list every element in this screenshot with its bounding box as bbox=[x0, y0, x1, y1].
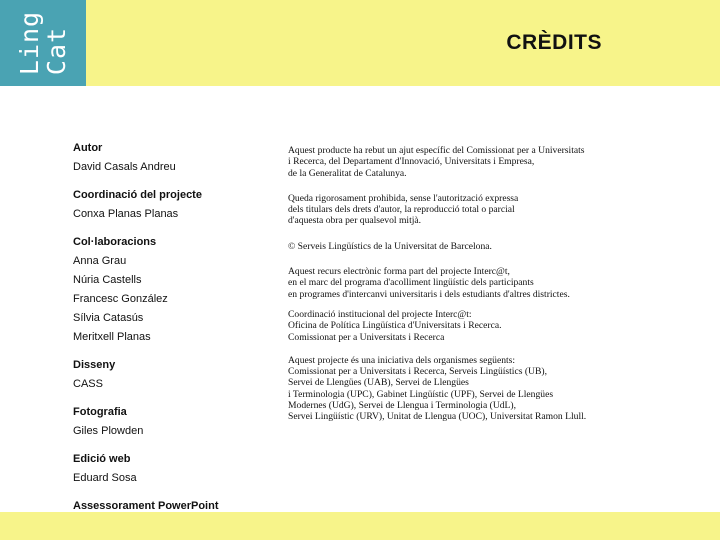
credit-role: Assessorament PowerPoint bbox=[73, 500, 219, 512]
credit-name: David Casals Andreu bbox=[73, 161, 176, 173]
credit-role: Edició web bbox=[73, 453, 131, 465]
credit-section bbox=[73, 450, 263, 488]
note-line: Aquest producte ha rebut un ajut específic del Comissionat per a Universitats bbox=[288, 145, 585, 156]
credit-section bbox=[73, 139, 263, 177]
credit-section bbox=[73, 403, 263, 441]
credit-section bbox=[73, 356, 263, 394]
credits-list bbox=[73, 139, 263, 544]
note-line: i Recerca, del Departament d'Innovació, Universitats i Empresa, bbox=[288, 156, 535, 168]
note-line: i Terminologia (UPC), Gabinet Lingüístic (UPF), Servei de Llengües bbox=[288, 388, 554, 400]
note-line: en programes d'intercanvi universitaris i dels estudiants d'altres districtes. bbox=[288, 288, 570, 300]
logo-line-1: Ling bbox=[15, 10, 44, 76]
note-line: dels titulars dels drets d'autor, la reproducció total o parcial bbox=[288, 204, 515, 216]
note-line: Coordinació institucional del projecte Interc@t: bbox=[288, 308, 472, 320]
credit-section bbox=[73, 186, 263, 224]
note-line: Aquest projecte és una iniciativa dels organismes següents: bbox=[288, 354, 516, 366]
note-line: © Serveis Lingüístics de la Universitat de Barcelona. bbox=[288, 240, 492, 252]
credit-name: Núria Castells bbox=[73, 274, 142, 286]
credit-role: Col·laboracions bbox=[73, 236, 157, 248]
footer-band bbox=[0, 512, 720, 540]
credit-role: Coordinació del projecte bbox=[73, 189, 202, 201]
logo-line-2: Cat bbox=[42, 26, 71, 76]
credit-name: Giles Plowden bbox=[73, 425, 144, 437]
credit-name: Francesc González bbox=[73, 293, 168, 305]
credit-role: Fotografia bbox=[73, 406, 127, 418]
header-band bbox=[0, 0, 720, 86]
note-paragraph bbox=[288, 193, 618, 227]
credit-role: Autor bbox=[73, 142, 103, 154]
notes-column bbox=[288, 145, 618, 423]
note-paragraph bbox=[288, 241, 618, 252]
note-line: Comissionat per a Universitats i Recerca bbox=[288, 331, 445, 343]
note-line: en el marc del programa d'acolliment lingüístic dels participants bbox=[288, 277, 534, 289]
note-paragraph bbox=[288, 266, 618, 300]
credit-section bbox=[73, 233, 263, 347]
credit-name: Eduard Sosa bbox=[73, 472, 137, 484]
note-line: de la Generalitat de Catalunya. bbox=[288, 167, 407, 179]
note-line: d'aquesta obra per qualsevol mitjà. bbox=[288, 215, 422, 227]
credit-name: Sílvia Catasús bbox=[73, 312, 144, 324]
note-paragraph bbox=[288, 309, 618, 343]
credit-name: Conxa Planas Planas bbox=[73, 208, 179, 220]
note-line: Modernes (UdG), Servei de Llengua i Terminologia (UdL), bbox=[288, 400, 517, 412]
credit-name: Anna Grau bbox=[73, 255, 127, 267]
credit-name: CASS bbox=[73, 378, 103, 390]
note-paragraph bbox=[288, 355, 618, 423]
note-line: Aquest recurs electrònic forma part del projecte Interc@t, bbox=[288, 266, 510, 278]
note-line: Queda rigorosament prohibida, sense l'autorització expressa bbox=[288, 192, 519, 204]
note-line: Comissionat per a Universitats i Recerca, Serveis Lingüístics (UB), bbox=[288, 366, 547, 378]
credit-role: Disseny bbox=[73, 359, 116, 371]
note-line: Servei Lingüístic (URV), Unitat de Llengua (UOC), Universitat Ramon Llull. bbox=[288, 411, 587, 423]
credit-name: Meritxell Planas bbox=[73, 331, 151, 343]
note-paragraph bbox=[288, 145, 618, 179]
note-line: Servei de Llengües (UAB), Servei de Llengües bbox=[288, 377, 469, 389]
logo-text bbox=[16, 11, 70, 75]
note-line: Oficina de Política Lingüística d'Universitats i Recerca. bbox=[288, 320, 502, 332]
lingcat-logo bbox=[0, 0, 86, 86]
page-title: CRÈDITS bbox=[506, 31, 602, 54]
